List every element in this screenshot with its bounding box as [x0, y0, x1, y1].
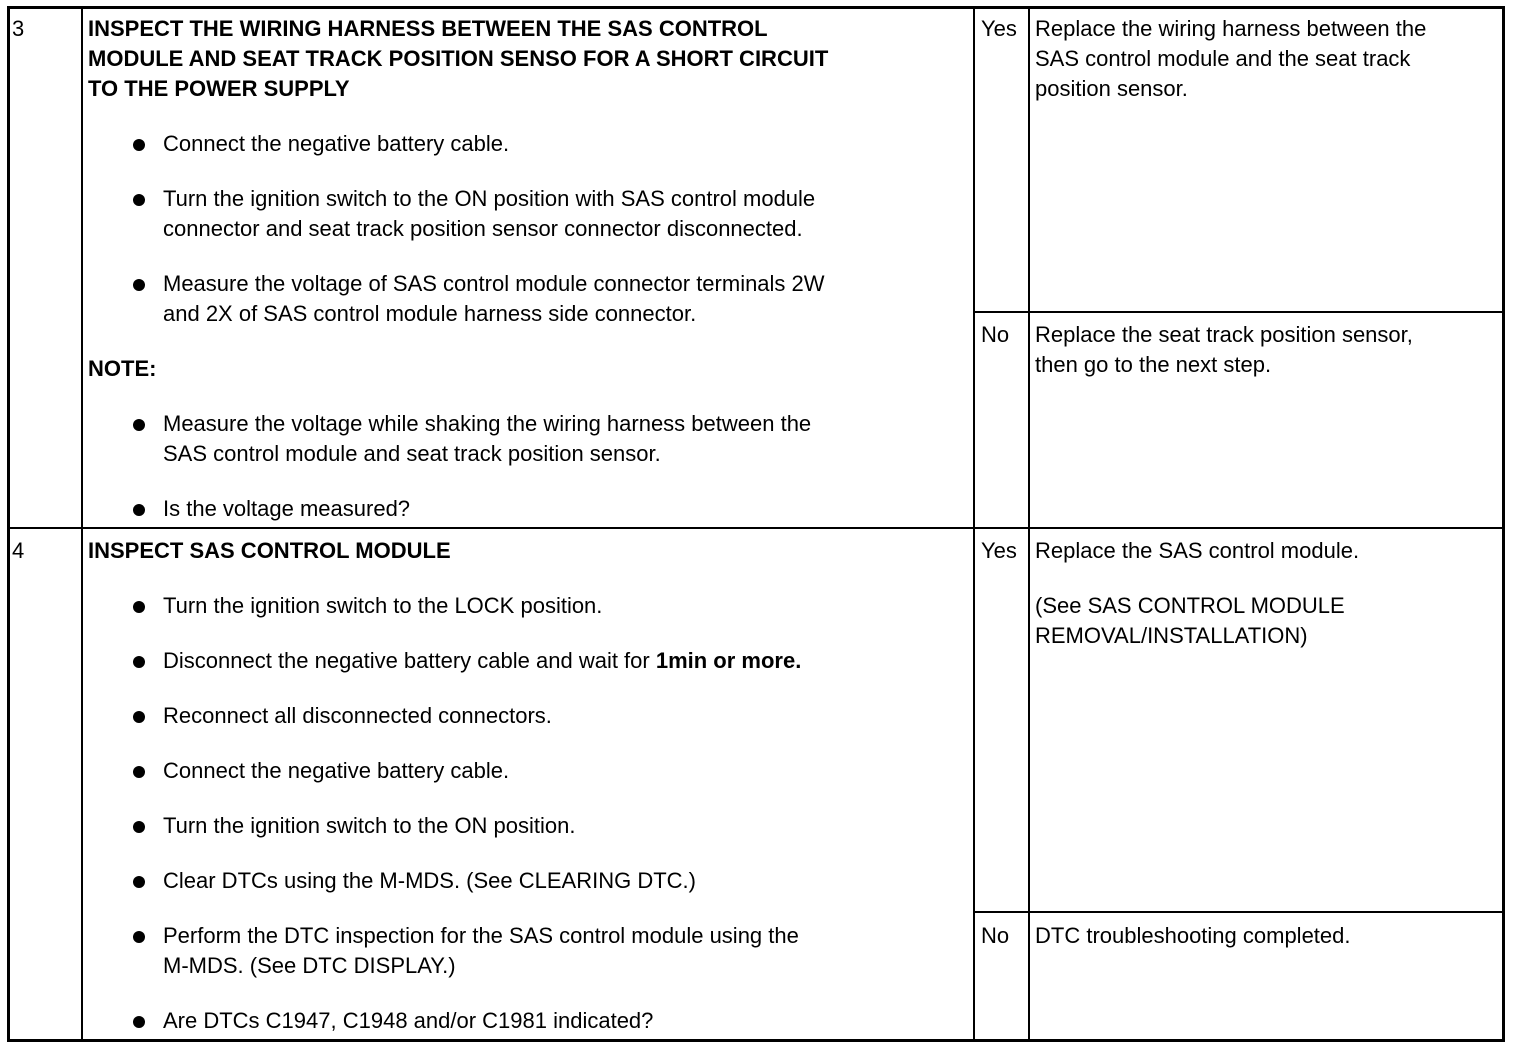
instruction-text: Turn the ignition switch to the ON position. [163, 813, 576, 838]
column-divider-action [1028, 8, 1030, 1040]
bullet-icon [133, 766, 145, 778]
instruction-text: Clear DTCs using the M-MDS. (See CLEARING DTC.) [163, 868, 696, 893]
instruction-text: Connect the negative battery cable. [163, 131, 510, 156]
yes-action: Replace the SAS control module. [1035, 538, 1360, 563]
bullet-icon [133, 504, 145, 516]
no-label: No [981, 923, 1010, 948]
instruction-text: Disconnect the negative battery cable and wait for 1min or more. [163, 648, 802, 673]
step-number: 3 [12, 16, 25, 41]
bullet-icon [133, 601, 145, 613]
bullet-icon [133, 1016, 145, 1028]
row-divider-step4-yes-no [975, 911, 1503, 913]
no-label: No [981, 322, 1010, 347]
bullet-icon [133, 419, 145, 431]
yes-label: Yes [981, 16, 1017, 41]
bullet-icon [133, 876, 145, 888]
bullet-icon [133, 931, 145, 943]
bullet-icon [133, 821, 145, 833]
bullet-icon [133, 711, 145, 723]
question-text: Is the voltage measured? [163, 496, 411, 521]
yes-reference: (See SAS CONTROL MODULE REMOVAL/INSTALLATION) [1035, 593, 1345, 648]
bullet-icon [133, 139, 145, 151]
instruction-text: Reconnect all disconnected connectors. [163, 703, 552, 728]
step-number: 4 [12, 538, 25, 563]
no-action: Replace the seat track position sensor, then go to the next step. [1035, 322, 1413, 377]
instruction-text: Turn the ignition switch to the ON position with SAS control module connector and seat track position sensor connector disconnected. [163, 186, 816, 241]
bullet-icon [133, 194, 145, 206]
step-title: INSPECT THE WIRING HARNESS BETWEEN THE SAS CONTROL MODULE AND SEAT TRACK POSITION SENSO FOR A SHORT CIRCUIT TO THE POWER SUPPLY [88, 16, 829, 101]
note-label: NOTE: [88, 356, 157, 381]
yes-action: Replace the wiring harness between the SAS control module and the seat track position sensor. [1035, 16, 1427, 101]
instruction-text: Perform the DTC inspection for the SAS control module using the M-MDS. (See DTC DISPLAY.) [163, 923, 799, 978]
yes-label: Yes [981, 538, 1017, 563]
question-text: Are DTCs C1947, C1948 and/or C1981 indicated? [163, 1008, 654, 1033]
bullet-icon [133, 656, 145, 668]
no-action: DTC troubleshooting completed. [1035, 923, 1351, 948]
instruction-text: Turn the ignition switch to the LOCK position. [163, 593, 603, 618]
row-divider-step-3-4 [9, 527, 1503, 529]
step-title: INSPECT SAS CONTROL MODULE [88, 538, 451, 563]
column-divider-answer [973, 8, 975, 1040]
bullet-icon [133, 279, 145, 291]
instruction-text: Measure the voltage of SAS control module connector terminals 2W and 2X of SAS control module harness side connector. [163, 271, 825, 326]
column-divider-step [81, 8, 83, 1040]
instruction-text: Connect the negative battery cable. [163, 758, 510, 783]
instruction-text: Measure the voltage while shaking the wiring harness between the SAS control module and seat track position sensor. [163, 411, 812, 466]
row-divider-step3-yes-no [975, 311, 1503, 313]
